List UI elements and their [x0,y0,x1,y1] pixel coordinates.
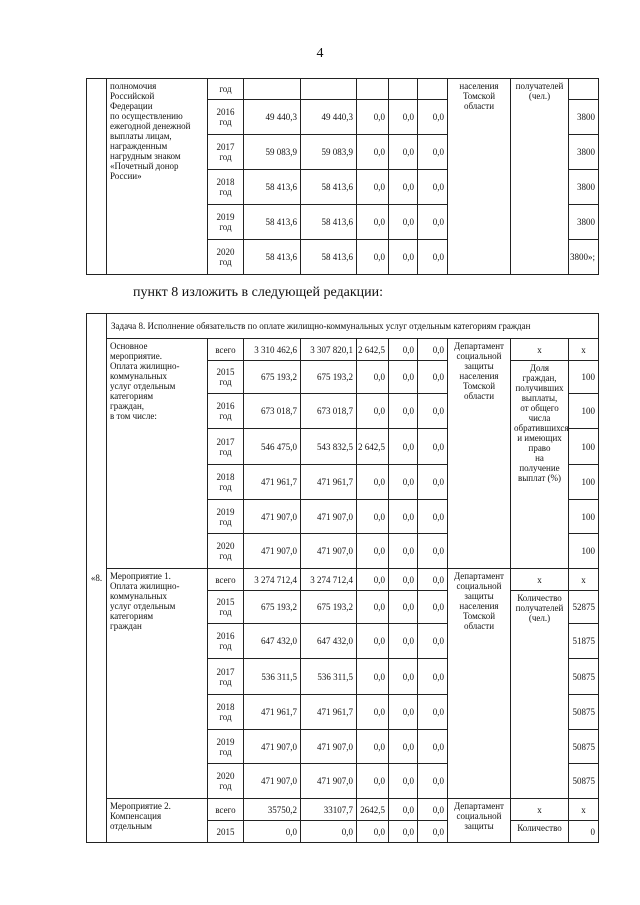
indicator-cell: Доля граждан, получивших выплаты, от общего числа обратившихся и имеющих право на получение выплат (%) [511,361,569,569]
target-cell: 100 [569,500,599,534]
department-cell: населения Томской области [448,79,511,275]
value-cell: 471 907,0 [301,500,357,534]
value-cell: 3 274 712,4 [244,569,301,591]
year-cell: 2018 год [208,170,244,205]
value-cell: 0,0 [357,569,389,591]
table-row [87,339,599,361]
value-cell: 0,0 [301,821,357,843]
value-cell: 536 311,5 [244,659,301,695]
value-cell: 471 961,7 [244,465,301,500]
year-cell: 2016 год [208,624,244,659]
year-cell: всего [208,339,244,361]
year-cell: 2019 год [208,500,244,534]
item-number-cell: «8. [87,314,107,843]
target-cell: 0 [569,821,599,843]
target-cell: 50875 [569,730,599,764]
value-cell: 0,0 [418,569,448,591]
value-cell: 0,0 [418,465,448,500]
description-cell: полномочия Российской Федерации по осуществлению ежегодной денежной выплаты лицам, награжденным нагрудным знаком «Почетный донор России» [107,79,208,275]
value-cell: 0,0 [418,799,448,821]
value-cell [357,79,389,100]
value-cell [301,79,357,100]
value-cell: 0,0 [357,695,389,730]
value-cell: 0,0 [418,534,448,569]
value-cell: 0,0 [418,170,448,205]
value-cell: 0,0 [418,764,448,799]
target-cell: 50875 [569,764,599,799]
indicator-header-cell: х [511,799,569,821]
value-cell: 0,0 [418,135,448,170]
value-cell: 471 907,0 [244,534,301,569]
value-cell: 0,0 [357,100,389,135]
value-cell: 0,0 [357,240,389,275]
value-cell: 0,0 [357,730,389,764]
value-cell: 3 274 712,4 [301,569,357,591]
year-cell: 2020 год [208,764,244,799]
value-cell: 58 413,6 [301,240,357,275]
year-cell: 2015 год [208,361,244,394]
target-cell: 3800 [569,170,599,205]
value-cell: 471 907,0 [301,764,357,799]
value-cell: 0,0 [418,624,448,659]
value-cell: 0,0 [389,799,418,821]
year-cell: всего [208,569,244,591]
year-cell: 2015 [208,821,244,843]
value-cell: 0,0 [357,394,389,429]
target-cell: х [569,799,599,821]
value-cell: 0,0 [389,764,418,799]
table-row [87,569,599,591]
value-cell: 0,0 [357,624,389,659]
value-cell: 0,0 [389,361,418,394]
value-cell: 471 961,7 [301,465,357,500]
value-cell: 0,0 [389,591,418,624]
value-cell: 0,0 [357,135,389,170]
value-cell: 0,0 [389,170,418,205]
target-cell: 3800»; [569,240,599,275]
value-cell: 471 907,0 [301,534,357,569]
value-cell: 0,0 [389,240,418,275]
value-cell: 675 193,2 [244,361,301,394]
value-cell: 2642,5 [357,799,389,821]
value-cell: 0,0 [418,429,448,465]
value-cell: 0,0 [389,730,418,764]
value-cell: 33107,7 [301,799,357,821]
department-cell: Департамент социальной защиты [448,799,511,843]
value-cell: 647 432,0 [301,624,357,659]
value-cell: 0,0 [418,361,448,394]
value-cell: 471 907,0 [301,730,357,764]
value-cell [418,79,448,100]
target-cell: 3800 [569,205,599,240]
table-row [87,79,599,100]
value-cell: 0,0 [418,205,448,240]
target-cell: 52875 [569,591,599,624]
description-cell: Мероприятие 2. Компенсация отдельным [107,799,208,843]
value-cell: 0,0 [357,591,389,624]
value-cell: 59 083,9 [244,135,301,170]
description-cell: Мероприятие 1. Оплата жилищно- коммунальных услуг отдельным категориям граждан [107,569,208,799]
value-cell: 536 311,5 [301,659,357,695]
value-cell: 0,0 [244,821,301,843]
value-cell: 0,0 [418,100,448,135]
value-cell: 0,0 [389,135,418,170]
value-cell: 647 432,0 [244,624,301,659]
value-cell: 0,0 [357,659,389,695]
indicator-header-cell: х [511,339,569,361]
value-cell: 0,0 [357,465,389,500]
value-cell: 471 907,0 [244,764,301,799]
target-cell [569,79,599,100]
value-cell: 0,0 [389,534,418,569]
target-cell: х [569,339,599,361]
value-cell: 0,0 [418,394,448,429]
value-cell: 0,0 [389,100,418,135]
value-cell: 0,0 [357,534,389,569]
year-cell: 2017 год [208,135,244,170]
year-cell: 2017 год [208,659,244,695]
indicator-cell: Количество получателей (чел.) [511,591,569,799]
value-cell: 0,0 [357,764,389,799]
value-cell: 0,0 [357,361,389,394]
row-number-cell [87,79,107,275]
value-cell: 0,0 [389,695,418,730]
value-cell: 58 413,6 [301,205,357,240]
task-header-row [87,314,599,339]
value-cell: 2 642,5 [357,339,389,361]
value-cell: 0,0 [418,500,448,534]
value-cell: 58 413,6 [244,170,301,205]
value-cell: 0,0 [357,821,389,843]
year-cell: 2017 год [208,429,244,465]
year-cell: 2020 год [208,240,244,275]
year-cell: год [208,79,244,100]
value-cell: 3 307 820,1 [301,339,357,361]
value-cell: 0,0 [389,205,418,240]
department-cell: Департамент социальной защиты населения Томской области [448,339,511,569]
year-cell: 2016 год [208,100,244,135]
value-cell: 0,0 [389,500,418,534]
year-cell: 2019 год [208,730,244,764]
value-cell: 58 413,6 [301,170,357,205]
target-cell: 50875 [569,659,599,695]
target-cell: 100 [569,361,599,394]
value-cell: 673 018,7 [301,394,357,429]
value-cell: 471 907,0 [244,730,301,764]
value-cell: 675 193,2 [301,361,357,394]
target-cell: 51875 [569,624,599,659]
value-cell: 0,0 [418,695,448,730]
value-cell: 0,0 [389,624,418,659]
value-cell: 0,0 [418,659,448,695]
value-cell: 0,0 [389,659,418,695]
value-cell [389,79,418,100]
value-cell: 471 907,0 [244,500,301,534]
value-cell: 471 961,7 [244,695,301,730]
value-cell: 35750,2 [244,799,301,821]
value-cell: 58 413,6 [244,205,301,240]
year-cell: 2015 год [208,591,244,624]
target-cell: 100 [569,465,599,500]
value-cell: 471 961,7 [301,695,357,730]
value-cell [244,79,301,100]
table-row [87,799,599,821]
indicator-cell: получателей (чел.) [511,79,569,275]
value-cell: 0,0 [389,429,418,465]
value-cell: 0,0 [357,205,389,240]
value-cell: 0,0 [357,170,389,205]
year-cell: 2018 год [208,695,244,730]
target-cell: х [569,569,599,591]
task-title-cell: Задача 8. Исполнение обязательств по оплате жилищно-коммунальных услуг отдельным категориям граждан [107,314,599,339]
section-lead-text: пункт 8 изложить в следующей редакции: [133,285,383,300]
indicator-cell: Количество [511,821,569,843]
value-cell: 0,0 [418,240,448,275]
value-cell: 673 018,7 [244,394,301,429]
indicator-header-cell: х [511,569,569,591]
target-cell: 3800 [569,135,599,170]
description-cell: Основное мероприятие. Оплата жилищно- коммунальных услуг отдельным категориям граждан, в том числе: [107,339,208,569]
department-cell: Департамент социальной защиты населения Томской области [448,569,511,799]
value-cell: 0,0 [389,465,418,500]
year-cell: 2020 год [208,534,244,569]
target-cell: 100 [569,429,599,465]
value-cell: 0,0 [389,394,418,429]
year-cell: 2019 год [208,205,244,240]
target-cell: 3800 [569,100,599,135]
value-cell: 0,0 [418,339,448,361]
value-cell: 49 440,3 [301,100,357,135]
page-number: 4 [316,46,324,61]
value-cell: 0,0 [357,500,389,534]
value-cell: 49 440,3 [244,100,301,135]
year-cell: 2018 год [208,465,244,500]
value-cell: 0,0 [389,821,418,843]
value-cell: 0,0 [389,339,418,361]
year-cell: всего [208,799,244,821]
value-cell: 59 083,9 [301,135,357,170]
value-cell: 675 193,2 [301,591,357,624]
table-continued [86,78,599,275]
value-cell: 3 310 462,6 [244,339,301,361]
target-cell: 50875 [569,695,599,730]
value-cell: 58 413,6 [244,240,301,275]
value-cell: 546 475,0 [244,429,301,465]
value-cell: 675 193,2 [244,591,301,624]
value-cell: 0,0 [418,591,448,624]
year-cell: 2016 год [208,394,244,429]
value-cell: 0,0 [418,730,448,764]
table-item-8 [86,313,599,843]
value-cell: 2 642,5 [357,429,389,465]
value-cell: 543 832,5 [301,429,357,465]
target-cell: 100 [569,534,599,569]
value-cell: 0,0 [418,821,448,843]
target-cell: 100 [569,394,599,429]
value-cell: 0,0 [389,569,418,591]
